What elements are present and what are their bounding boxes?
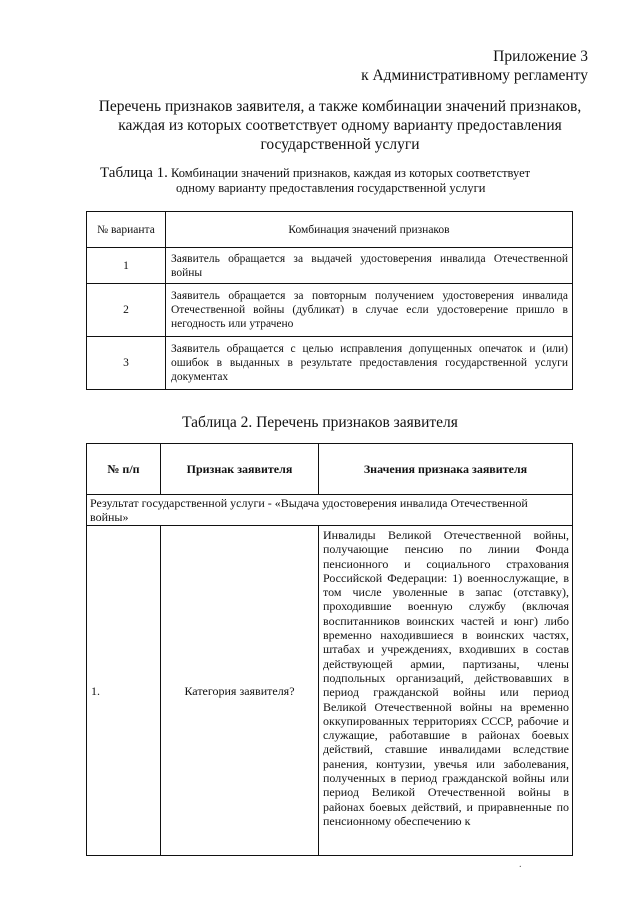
table2-caption: Таблица 2. Перечень признаков заявителя [182,414,458,431]
table1-caption-line2: одному варианту предоставления государственной услуги [176,181,486,195]
document-title [80,97,600,154]
result-text: Результат государственной услуги - «Выдача удостоверения инвалида Отечественной войны» [87,495,573,526]
appendix-line-1: Приложение 3 [493,48,588,65]
variant-text: Заявитель обращается с целью исправления допущенных опечаток и (или) ошибок в выданных в результате предоставления государственной услуги документах [166,337,573,390]
appendix-line-2: к Административному регламенту [361,67,588,84]
table1-caption-rest: Комбинации значений признаков, каждая из которых соответствует [171,166,531,180]
title-line-3: государственной услуги [260,136,420,153]
variant-text: Заявитель обращается за выдачей удостоверения инвалида Отечественной войны [166,248,573,284]
variant-number: 3 [87,337,166,390]
feature-values: Инвалиды Великой Отечественной войны, получающие пенсию по линии Фонда пенсионного и социального страхования Российской Федерации: 1) военнослужащие, в том числе уволенные в запас (отставку), проходившие военную службу (включая воспитанников воинских частей и юнг) либо временно находившиеся в воинских частях, штабах и учреждениях, входивших в состав действующей армии, партизаны, члены подпольных организаций, действовавших в период гражданской войны или период Великой Отечественной войны на временно оккупированных территориях СССР, рабочие и служащие, работавшие в районах боевых действий, ставшие инвалидами вследствие ранения, контузии, увечья или заболевания, полученных в период гражданской войны или период Великой Отечественной войны в районах боевых действий, и приравненные по пенсионному обеспечению к [319,526,573,856]
variant-text: Заявитель обращается за повторным получением удостоверения инвалида Отечественной войны (дубликат) в случае если удостоверение пришло в негодность или утрачено [166,284,573,337]
title-line-1: Перечень признаков заявителя, а также комбинации значений признаков, [98,98,582,115]
variant-number: 2 [87,284,166,337]
table2-col-num: № п/п [87,444,161,495]
table-row [87,337,573,390]
feature-name: Категория заявителя? [161,526,319,856]
title-line-2: каждая из которых соответствует одному варианту предоставления [118,117,562,134]
table2-header-row [87,444,573,495]
table1-caption [100,166,590,196]
table1-caption-lead: Таблица 1. [100,165,168,181]
variant-number: 1 [87,248,166,284]
table-row [87,248,573,284]
table1-col-combo: Комбинация значений признаков [166,212,573,248]
feature-number: 1. [87,526,161,856]
variants-table [86,211,573,390]
scan-mark: · [518,862,522,873]
result-row [87,495,573,526]
table-row [87,526,573,856]
features-table [86,443,573,856]
table2-col-values: Значения признака заявителя [319,444,573,495]
appendix-header [361,47,588,85]
table-row [87,284,573,337]
table2-col-feature: Признак заявителя [161,444,319,495]
table1-col-num: № варианта [87,212,166,248]
table1-header-row [87,212,573,248]
